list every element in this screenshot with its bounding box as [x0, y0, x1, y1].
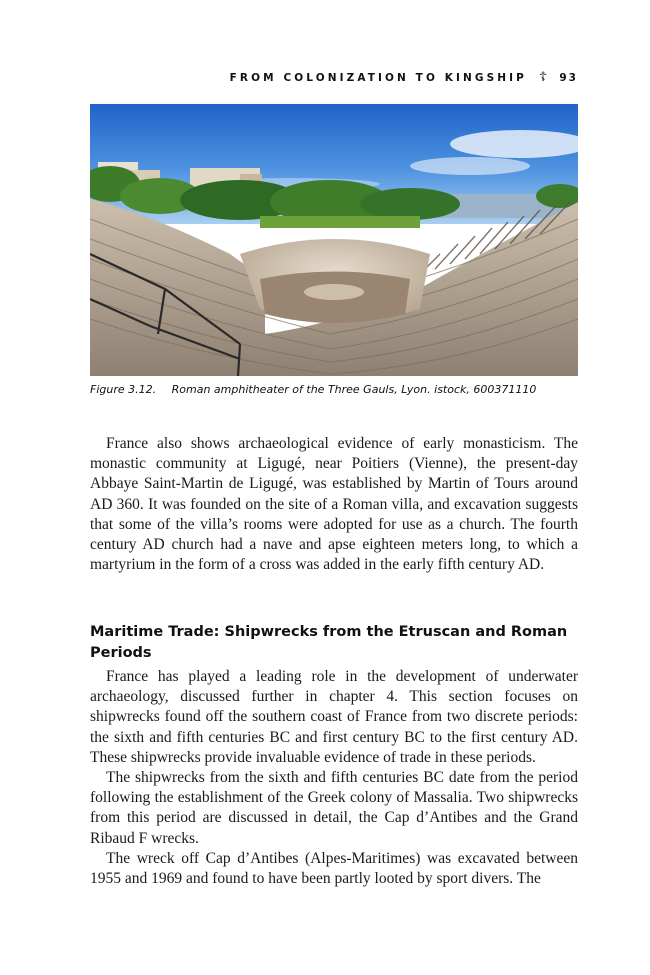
paragraph-underwater-archaeology: France has played a leading role in the development of underwater archaeology, discussed further in chapter 4. This section focuses on shipwrecks found off the southern coast of France from two discrete periods: the sixth and fifth centuries BC and first century BC to the first century AD. These shipwrecks provide invaluable evidence of trade in these periods.: [90, 668, 578, 766]
figure-label: Figure 3.12.: [90, 383, 157, 396]
figure-caption-text: Roman amphitheater of the Three Gauls, Lyon. istock, 600371110: [171, 383, 537, 396]
running-head: [230, 71, 578, 84]
figure-caption: [90, 383, 536, 396]
running-head-title: FROM COLONIZATION TO KINGSHIP: [229, 71, 527, 84]
paragraph-sixth-fifth-centuries: The shipwrecks from the sixth and fifth centuries BC date from the period following the establishment of the Greek colony of Massalia. Two shipwrecks from this period are discussed in detail, the Cap d’Antibes and the Grand Ribaud F wrecks.: [90, 769, 578, 847]
section-heading: Maritime Trade: Shipwrecks from the Etruscan and Roman Periods: [90, 624, 568, 661]
paragraph-text: France also shows archaeological evidence of early monasticism. The monastic community at Ligugé, near Poitiers (Vienne), the present-day Abbaye Saint-Martin de Ligugé, was established by Martin of Tours around AD 360. It was founded on the site of a Roman villa, and excavation suggests that some of the villa’s rooms were adopted for use as a church. The fourth century AD church had a nave and apse eighteen meters long, to which a martyrium in the form of a cross was added in the early fifth century AD.: [90, 435, 578, 574]
cross-ornament-icon: ☦: [538, 70, 548, 85]
paragraph-monasticism: [90, 434, 578, 575]
paragraph-cap-antibes: The wreck off Cap d’Antibes (Alpes-Maritimes) was excavated between 1955 and 1969 and found to have been partly looted by sport divers. The: [90, 849, 578, 888]
paragraph-group-maritime: [90, 667, 578, 889]
page-number: 93: [559, 71, 578, 84]
amphitheater-photo: [90, 104, 578, 376]
